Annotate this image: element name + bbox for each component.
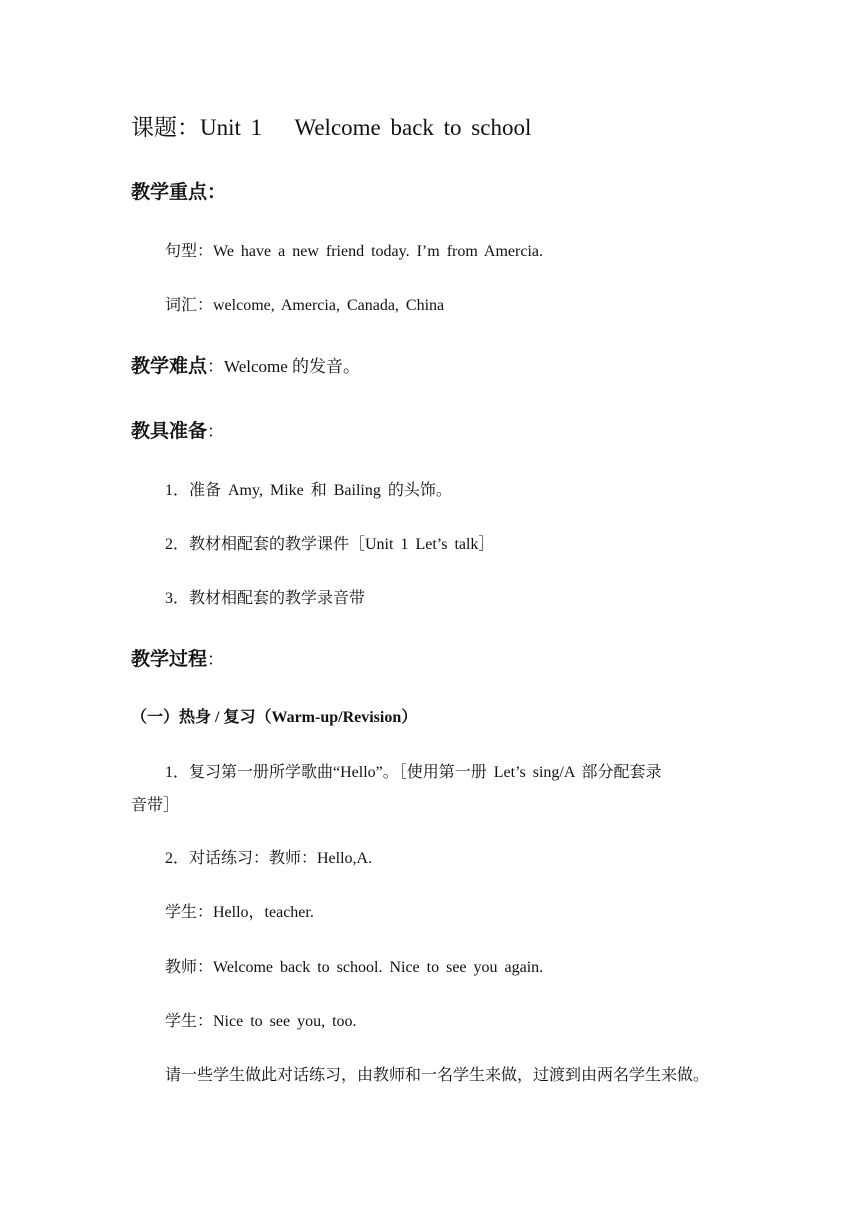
- difficulty-line: [131, 357, 360, 376]
- dialog-line: 教师：Welcome back to school. Nice to see you again.: [165, 959, 544, 976]
- materials-heading: 教具准备: [131, 420, 208, 442]
- difficulty-heading: 教学难点: [131, 355, 208, 377]
- process-item-2: 2．对话练习：教师：Hello,A.: [165, 850, 373, 867]
- process-item-1-line2: 音带］: [131, 797, 180, 814]
- section-warmup-heading: （一）热身 / 复习（Warm-up/Revision）: [131, 709, 418, 726]
- materials-heading-suffix: ：: [207, 422, 225, 441]
- practice-note: 请一些学生做此对话练习，由教师和一名学生来做，过渡到由两名学生来做。: [165, 1067, 710, 1084]
- materials-heading-line: [131, 422, 224, 441]
- materials-item: 1．准备 Amy, Mike 和 Bailing 的头饰。: [165, 482, 452, 499]
- process-heading-line: [131, 650, 224, 669]
- materials-item: 2．教材相配套的教学课件［Unit 1 Let’s talk］: [165, 536, 495, 553]
- process-item-1-line1: 1．复习第一册所学歌曲“Hello”。［使用第一册 Let’s sing/A 部分配套录: [165, 764, 662, 781]
- materials-item: 3．教材相配套的教学录音带: [165, 590, 366, 607]
- dialog-line: 学生：Nice to see you, too.: [165, 1013, 357, 1030]
- process-heading-suffix: ：: [207, 650, 225, 669]
- lesson-title: 课题：Unit 1 Welcome back to school: [131, 115, 532, 140]
- key-sentence: 句型：We have a new friend today. I’m from Amercia.: [165, 243, 543, 260]
- dialog-line: 学生：Hello，teacher.: [165, 904, 314, 921]
- key-points-heading: 教学重点：: [131, 181, 227, 203]
- process-heading: 教学过程: [131, 648, 208, 670]
- key-vocab: 词汇：welcome, Amercia, Canada, China: [165, 297, 445, 314]
- difficulty-text: ：Welcome 的发音。: [207, 357, 361, 376]
